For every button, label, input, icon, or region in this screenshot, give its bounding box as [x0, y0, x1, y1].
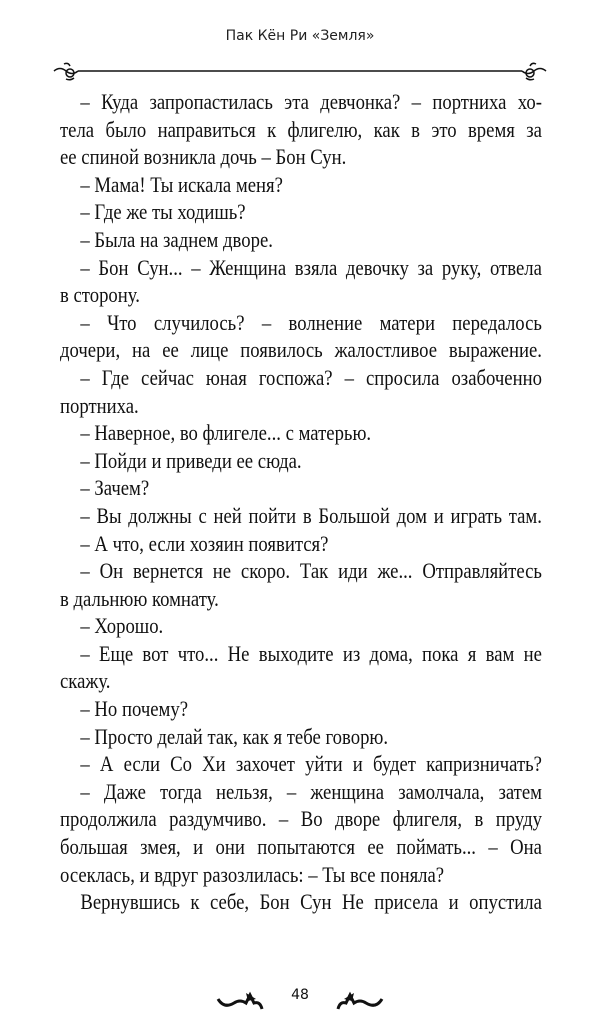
text-line: продолжила раздумчиво. – Во дворе флигеля, в пруду	[60, 806, 542, 832]
text-line: – Была на заднем дворе.	[80, 226, 273, 252]
page-footer	[0, 985, 600, 1015]
text-line: – Наверное, во флигеле... с матерью.	[80, 420, 372, 446]
header-ornament-rule	[52, 60, 548, 82]
text-line: скажу.	[60, 668, 111, 694]
left-flourish-icon	[54, 63, 78, 79]
text-line: – А если Со Хи захочет уйти и будет капризничать?	[80, 751, 542, 777]
text-line: осеклась, и вдруг разозлилась: – Ты все поняла?	[60, 861, 445, 887]
text-line: портниха.	[60, 392, 139, 418]
right-footer-flourish-icon	[336, 989, 384, 1011]
text-line: – Хорошо.	[80, 613, 164, 639]
text-line: ее спиной возникла дочь – Бон Сун.	[60, 144, 347, 170]
right-flourish-icon	[522, 63, 546, 79]
text-line: Вернувшись к себе, Бон Сун Не присела и опустила	[80, 889, 542, 915]
body-text	[60, 88, 542, 916]
text-line: в дальнюю комнату.	[60, 585, 219, 611]
text-line: – Что случилось? – волнение матери передалось	[80, 309, 542, 335]
text-line: – А что, если хозяин появится?	[80, 530, 329, 556]
text-line: – Куда запропастилась эта девчонка? – портниха хо-	[80, 89, 542, 114]
running-header: Пак Кён Ри «Земля»	[225, 28, 375, 44]
text-line: – Бон Сун... – Женщина взяла девочку за руку, отвела	[80, 254, 542, 280]
text-line: в сторону.	[60, 282, 140, 308]
text-line: – Он вернется не скоро. Так иди же... Отправляйтесь	[80, 558, 542, 584]
text-line: – Но почему?	[80, 696, 189, 722]
text-line: – Где же ты ходишь?	[80, 199, 246, 225]
text-line: – Вы должны с ней пойти в Большой дом и играть там.	[80, 502, 542, 528]
text-line: тела было направиться к флигелю, как в это время за	[60, 116, 542, 142]
text-line: – Зачем?	[80, 475, 150, 501]
text-line: – Пойди и приведи ее сюда.	[80, 447, 302, 473]
text-line: – Даже тогда нельзя, – женщина замолчала, затем	[80, 778, 542, 804]
page-number: 48	[291, 987, 309, 1003]
text-line: большая змея, и они попытаются ее поймать... – Она	[60, 834, 542, 860]
text-line: – Мама! Ты искала меня?	[80, 171, 283, 197]
text-line: – Еще вот что... Не выходите из дома, пока я вам не	[80, 640, 542, 666]
text-line: дочери, на ее лице появилось жалостливое выражение.	[60, 337, 542, 363]
text-line: – Просто делай так, как я тебе говорю.	[80, 723, 389, 749]
text-line: – Где сейчас юная госпожа? – спросила озабоченно	[80, 364, 542, 390]
